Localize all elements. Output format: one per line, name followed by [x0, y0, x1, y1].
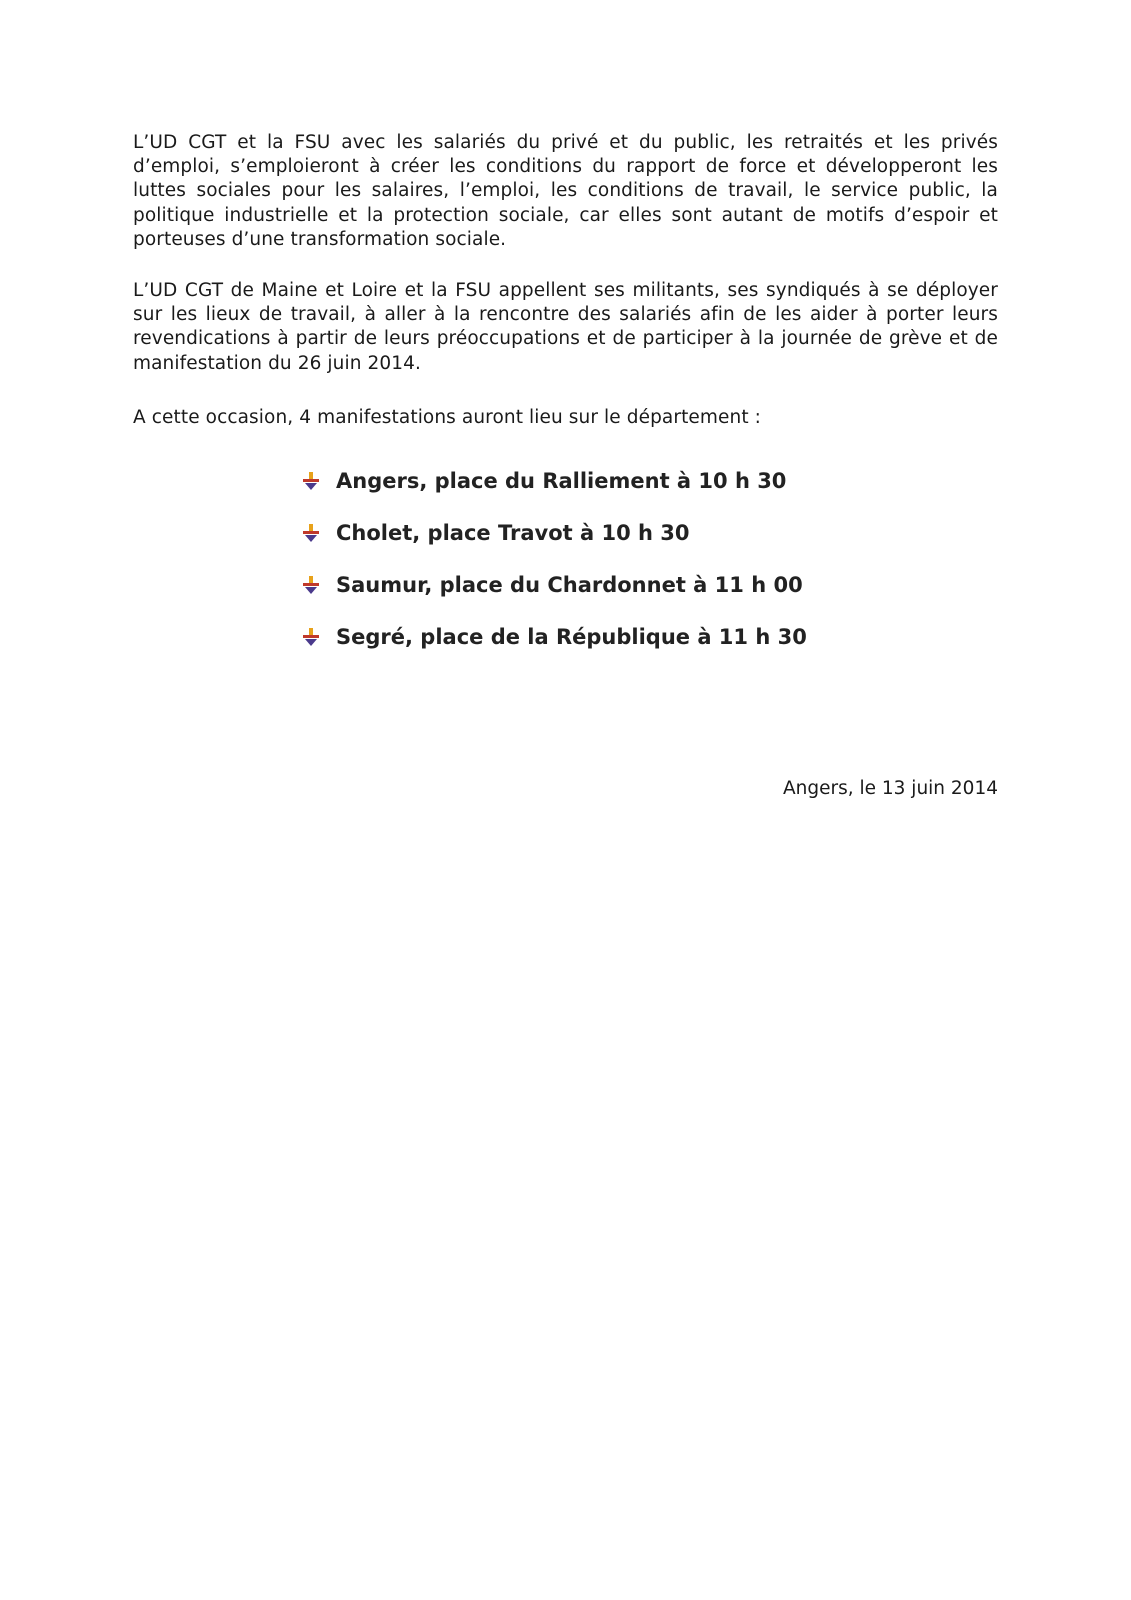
arrow-bullet-icon [300, 574, 322, 596]
paragraph-call-to-action: L’UD CGT de Maine et Loire et la FSU appellent ses militants, ses syndiqués à se déployer sur les lieux de travail, à aller à la rencontre des salariés afin de les aider à porter leurs revendications à partir de leurs préoccupations et de participer à la journée de grève et de manifestation du 26 juin 2014. [133, 280, 998, 374]
arrow-bullet-icon [300, 522, 322, 544]
event-label: Saumur, place du Chardonnet à 11 h 00 [336, 573, 803, 597]
list-item [300, 559, 807, 611]
list-item [300, 455, 807, 507]
arrow-bullet-icon [300, 470, 322, 492]
event-label: Cholet, place Travot à 10 h 30 [336, 521, 690, 545]
event-label: Angers, place du Ralliement à 10 h 30 [336, 469, 787, 493]
paragraph-announcement: A cette occasion, 4 manifestations auront lieu sur le département : [133, 407, 761, 428]
paragraph-mobilization: L’UD CGT et la FSU avec les salariés du privé et du public, les retraités et les privés d’emploi, s’emploieront à créer les conditions du rapport de force et développeront les luttes sociales pour les salaires, l’emploi, les conditions de travail, le service public, la politique industrielle et la protection sociale, car elles sont autant de motifs d’espoir et porteuses d’une transformation sociale. [133, 132, 998, 250]
list-item [300, 507, 807, 559]
event-label: Segré, place de la République à 11 h 30 [336, 625, 807, 649]
place-and-date: Angers, le 13 juin 2014 [782, 778, 998, 799]
arrow-bullet-icon [300, 626, 322, 648]
demonstration-list [300, 455, 807, 663]
list-item [300, 611, 807, 663]
